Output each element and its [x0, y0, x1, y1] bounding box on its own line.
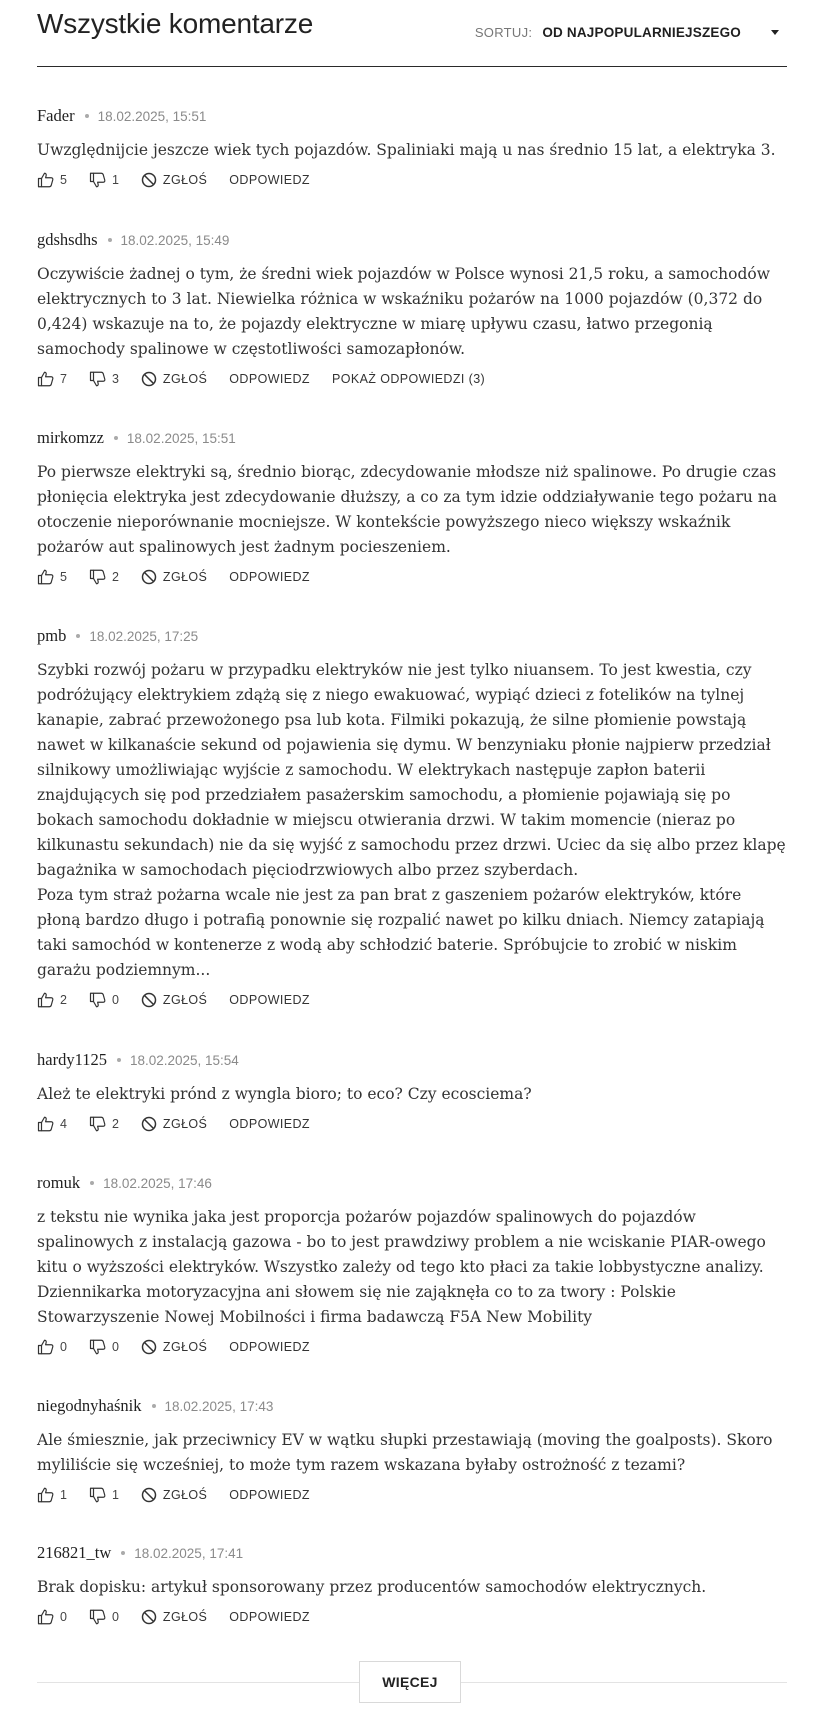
- report-button[interactable]: [141, 1487, 207, 1503]
- dislike-count: 1: [111, 173, 119, 187]
- comment-date: 18.02.2025, 17:43: [164, 1398, 274, 1414]
- reply-label: ODPOWIEDZ: [229, 993, 310, 1007]
- reply-button[interactable]: [229, 1488, 310, 1502]
- comment-date: 18.02.2025, 15:49: [120, 232, 230, 248]
- thumbs-down-icon: [89, 1608, 107, 1626]
- comment: [37, 230, 787, 389]
- separator-dot: [76, 634, 80, 638]
- reply-label: ODPOWIEDZ: [229, 1117, 310, 1131]
- report-label: ZGŁOŚ: [162, 1488, 208, 1502]
- like-button[interactable]: [37, 171, 67, 189]
- report-label: ZGŁOŚ: [162, 173, 208, 187]
- reply-button[interactable]: [229, 570, 310, 584]
- reply-label: ODPOWIEDZ: [229, 1488, 310, 1502]
- like-button[interactable]: [37, 370, 67, 388]
- sort-label: SORTUJ:: [474, 24, 533, 40]
- like-button[interactable]: [37, 1486, 67, 1504]
- like-count: 7: [60, 372, 67, 386]
- reply-button[interactable]: [229, 1610, 310, 1624]
- comment-actions: [37, 1114, 787, 1134]
- separator-dot: [117, 1058, 121, 1062]
- thumbs-down-icon: [89, 568, 107, 586]
- report-button[interactable]: [141, 1609, 207, 1625]
- report-button[interactable]: [141, 1339, 207, 1355]
- comment-actions: [37, 567, 787, 587]
- sort-dropdown[interactable]: [475, 22, 787, 42]
- comment-author[interactable]: niegodnyhaśnik: [37, 1396, 142, 1415]
- report-icon: [141, 1609, 157, 1625]
- comments-header: [37, 0, 787, 67]
- separator-dot: [114, 436, 118, 440]
- chevron-down-icon[interactable]: [771, 30, 779, 35]
- thumbs-down-icon: [89, 1338, 107, 1356]
- comment-date: 18.02.2025, 17:46: [103, 1175, 212, 1191]
- comment-actions: [37, 1337, 787, 1357]
- show-replies-label: POKAŻ ODPOWIEDZI (3): [331, 372, 486, 386]
- thumbs-up-icon: [37, 1608, 55, 1626]
- dislike-button[interactable]: [89, 568, 119, 586]
- comment-text: Ale śmiesznie, jak przeciwnicy EV w wątku słupki przestawiają (moving the goalposts). Skoro myliliście się wcześniej, to może tym razem wskazana byłaby ostrożność z tezami?: [37, 1431, 773, 1474]
- comment-actions: [37, 369, 787, 389]
- report-button[interactable]: [141, 1116, 207, 1132]
- comment-text: Oczywiście żadnej o tym, że średni wiek pojazdów w Polsce wynosi 21,5 roku, a samochodów elektrycznych to 3 lat. Niewielka różnica w wskaźniku pożarów na 1000 pojazdów (0,372 do 0,424) wskazuje na to, że pojazdy elektryczne w miarę upływu czasu, łatwo przegonią samochody spalinowe w częstotliwości samozapłonów.: [37, 265, 770, 358]
- comment-date: 18.02.2025, 15:51: [97, 108, 207, 124]
- thumbs-up-icon: [37, 991, 55, 1009]
- dislike-count: 0: [111, 993, 119, 1007]
- dislike-count: 0: [111, 1340, 119, 1354]
- like-count: 2: [60, 993, 67, 1007]
- like-count: 4: [60, 1117, 67, 1131]
- dislike-count: 0: [111, 1610, 119, 1624]
- dislike-count: 2: [111, 570, 119, 584]
- reply-label: ODPOWIEDZ: [229, 1610, 310, 1624]
- reply-button[interactable]: [229, 1340, 310, 1354]
- report-label: ZGŁOŚ: [162, 1610, 208, 1624]
- comment-date: 18.02.2025, 15:51: [126, 430, 236, 446]
- comment: [37, 1396, 787, 1505]
- comment-date: 18.02.2025, 17:41: [134, 1545, 244, 1561]
- like-button[interactable]: [37, 991, 67, 1009]
- comment: [37, 626, 787, 1010]
- comment-author[interactable]: hardy1125: [37, 1050, 107, 1069]
- comment: [37, 1173, 787, 1357]
- comment: [37, 106, 787, 190]
- separator-dot: [152, 1404, 156, 1408]
- thumbs-down-icon: [89, 370, 107, 388]
- separator-dot: [85, 114, 89, 118]
- separator-dot: [121, 1551, 125, 1555]
- separator-dot: [90, 1181, 94, 1185]
- report-icon: [141, 1116, 157, 1132]
- reply-button[interactable]: [229, 372, 310, 386]
- comment-actions: [37, 1485, 787, 1505]
- thumbs-down-icon: [89, 171, 107, 189]
- report-icon: [141, 569, 157, 585]
- report-label: ZGŁOŚ: [162, 1117, 208, 1131]
- more-button[interactable]: WIĘCEJ: [359, 1661, 461, 1703]
- reply-button[interactable]: [229, 1117, 310, 1131]
- report-icon: [141, 1487, 157, 1503]
- thumbs-up-icon: [37, 1115, 55, 1133]
- reply-button[interactable]: [229, 173, 310, 187]
- comment-date: 18.02.2025, 17:25: [89, 628, 199, 644]
- separator-dot: [108, 238, 112, 242]
- thumbs-up-icon: [37, 1338, 55, 1356]
- like-button[interactable]: [37, 1115, 67, 1133]
- like-count: 1: [60, 1488, 67, 1502]
- comment: [37, 428, 787, 587]
- comment-author[interactable]: mirkomzz: [37, 428, 104, 447]
- report-icon: [141, 1339, 157, 1355]
- report-button[interactable]: [141, 172, 207, 188]
- show-replies-button[interactable]: [332, 372, 485, 386]
- like-count: 0: [60, 1610, 67, 1624]
- dislike-button[interactable]: [89, 1486, 119, 1504]
- dislike-button[interactable]: [89, 1338, 119, 1356]
- report-label: ZGŁOŚ: [162, 372, 208, 386]
- thumbs-up-icon: [37, 568, 55, 586]
- report-icon: [141, 371, 157, 387]
- comment-actions: [37, 170, 787, 190]
- thumbs-up-icon: [37, 370, 55, 388]
- report-icon: [141, 172, 157, 188]
- report-label: ZGŁOŚ: [162, 993, 208, 1007]
- report-label: ZGŁOŚ: [162, 570, 208, 584]
- comment-text: Ależ te elektryki prónd z wyngla bioro; to eco? Czy ecosciema?: [37, 1085, 532, 1103]
- like-count: 5: [60, 570, 67, 584]
- like-count: 0: [60, 1340, 67, 1354]
- dislike-button[interactable]: [89, 370, 119, 388]
- dislike-button[interactable]: [89, 171, 119, 189]
- thumbs-up-icon: [37, 171, 55, 189]
- report-button[interactable]: [141, 992, 207, 1008]
- comment-author[interactable]: pmb: [37, 626, 67, 645]
- like-count: 5: [60, 173, 67, 187]
- comment-text: Po pierwsze elektryki są, średnio biorąc, zdecydowanie młodsze niż spalinowe. Po drugie czas płonięcia elektryka jest zdecydowanie dłuższy, a co za tym idzie oddziaływanie tego pożaru na otoczenie nieporównanie mocniejsze. W kontekście powyższego nieco większy wskaźnik pożarów aut spalinowych jest żadnym pocieszeniem.: [37, 463, 778, 556]
- comment-text: Brak dopisku: artykuł sponsorowany przez producentów samochodów elektrycznych.: [37, 1578, 707, 1596]
- report-button[interactable]: [141, 569, 207, 585]
- comment: [37, 1543, 787, 1627]
- thumbs-down-icon: [89, 1486, 107, 1504]
- comment-text: z tekstu nie wynika jaka jest proporcja pożarów pojazdów spalinowych do pojazdów spalinowych z instalacją gazowa - bo to jest prawdziwy problem a nie wciskanie PIAR-owego kitu o wyższości elektryków. Wszystko zależy od tego kto płaci za takie lobbystyczne analizy. Dziennikarka motoryzacyjna ani słowem się nie zająknęła co to za twory : Polskie Stowarzyszenie Nowej Mobilności i firma badawczą F5A New Mobility: [37, 1208, 766, 1326]
- report-label: ZGŁOŚ: [162, 1340, 208, 1354]
- comment-text: Szybki rozwój pożaru w przypadku elektryków nie jest tylko niuansem. To jest kwestia, czy podróżujący elektrykiem zdążą się z niego ewakuować, wypiąć dzieci z fotelików na tylnej kanapie, zabrać przewożonego psa lub kota. Filmiki pokazują, że silne płomienie powstają nawet w kilkanaście sekund od pojawienia się dymu. W benzyniaku płonie najpierw przedział silnikowy umożliwiając wyjście z samochodu. W elektrykach następuje zapłon baterii znajdujących się pod przedziałem pasażerskim samochodu, a płomienie pojawiają się po bokach samochodu dokładnie w miejscu otwierania drzwi. W takim momencie (nieraz po kilkunastu sekundach) nie da się wyjść z samochodu przez drzwi. Uciec da się albo przez klapę bagażnika w samochodach pięciodrzwiowych albo przez szyberdach. Poza tym straż pożarna wcale nie jest za pan brat z gaszeniem pożarów elektryków, które płoną bardzo długo i potrafią ponownie się rozpalić nawet po kilku dniach. Niemcy zatapiają taki samochód w kontenerze z wodą aby schłodzić baterie. Spróbujcie to zrobić w niskim garażu podziemnym...: [37, 661, 786, 979]
- comment-author[interactable]: Fader: [37, 106, 75, 125]
- like-button[interactable]: [37, 1338, 67, 1356]
- report-button[interactable]: [141, 371, 207, 387]
- reply-label: ODPOWIEDZ: [229, 1340, 310, 1354]
- comment-actions: [37, 1607, 787, 1627]
- like-button[interactable]: [37, 568, 67, 586]
- comment-text: Uwzględnijcie jeszcze wiek tych pojazdów. Spaliniaki mają u nas średnio 15 lat, a elektryka 3.: [37, 141, 776, 159]
- dislike-button[interactable]: [89, 1608, 119, 1626]
- reply-label: ODPOWIEDZ: [229, 570, 310, 584]
- reply-label: ODPOWIEDZ: [229, 173, 310, 187]
- comment-author[interactable]: gdshsdhs: [37, 230, 98, 249]
- comment-author[interactable]: romuk: [37, 1173, 81, 1192]
- dislike-button[interactable]: [89, 991, 119, 1009]
- report-icon: [141, 992, 157, 1008]
- dislike-count: 2: [111, 1117, 119, 1131]
- dislike-count: 1: [111, 1488, 119, 1502]
- like-button[interactable]: [37, 1608, 67, 1626]
- dislike-button[interactable]: [89, 1115, 119, 1133]
- dislike-count: 3: [111, 372, 119, 386]
- comment: [37, 1050, 787, 1134]
- thumbs-up-icon: [37, 1486, 55, 1504]
- reply-button[interactable]: [229, 993, 310, 1007]
- sort-value[interactable]: OD NAJPOPULARNIEJSZEGO: [542, 24, 741, 40]
- reply-label: ODPOWIEDZ: [229, 372, 310, 386]
- comment-actions: [37, 990, 787, 1010]
- comment-author[interactable]: 216821_tw: [37, 1543, 112, 1562]
- thumbs-down-icon: [89, 991, 107, 1009]
- thumbs-down-icon: [89, 1115, 107, 1133]
- comment-date: 18.02.2025, 15:54: [129, 1052, 239, 1068]
- section-title: Wszystkie komentarze: [37, 8, 314, 39]
